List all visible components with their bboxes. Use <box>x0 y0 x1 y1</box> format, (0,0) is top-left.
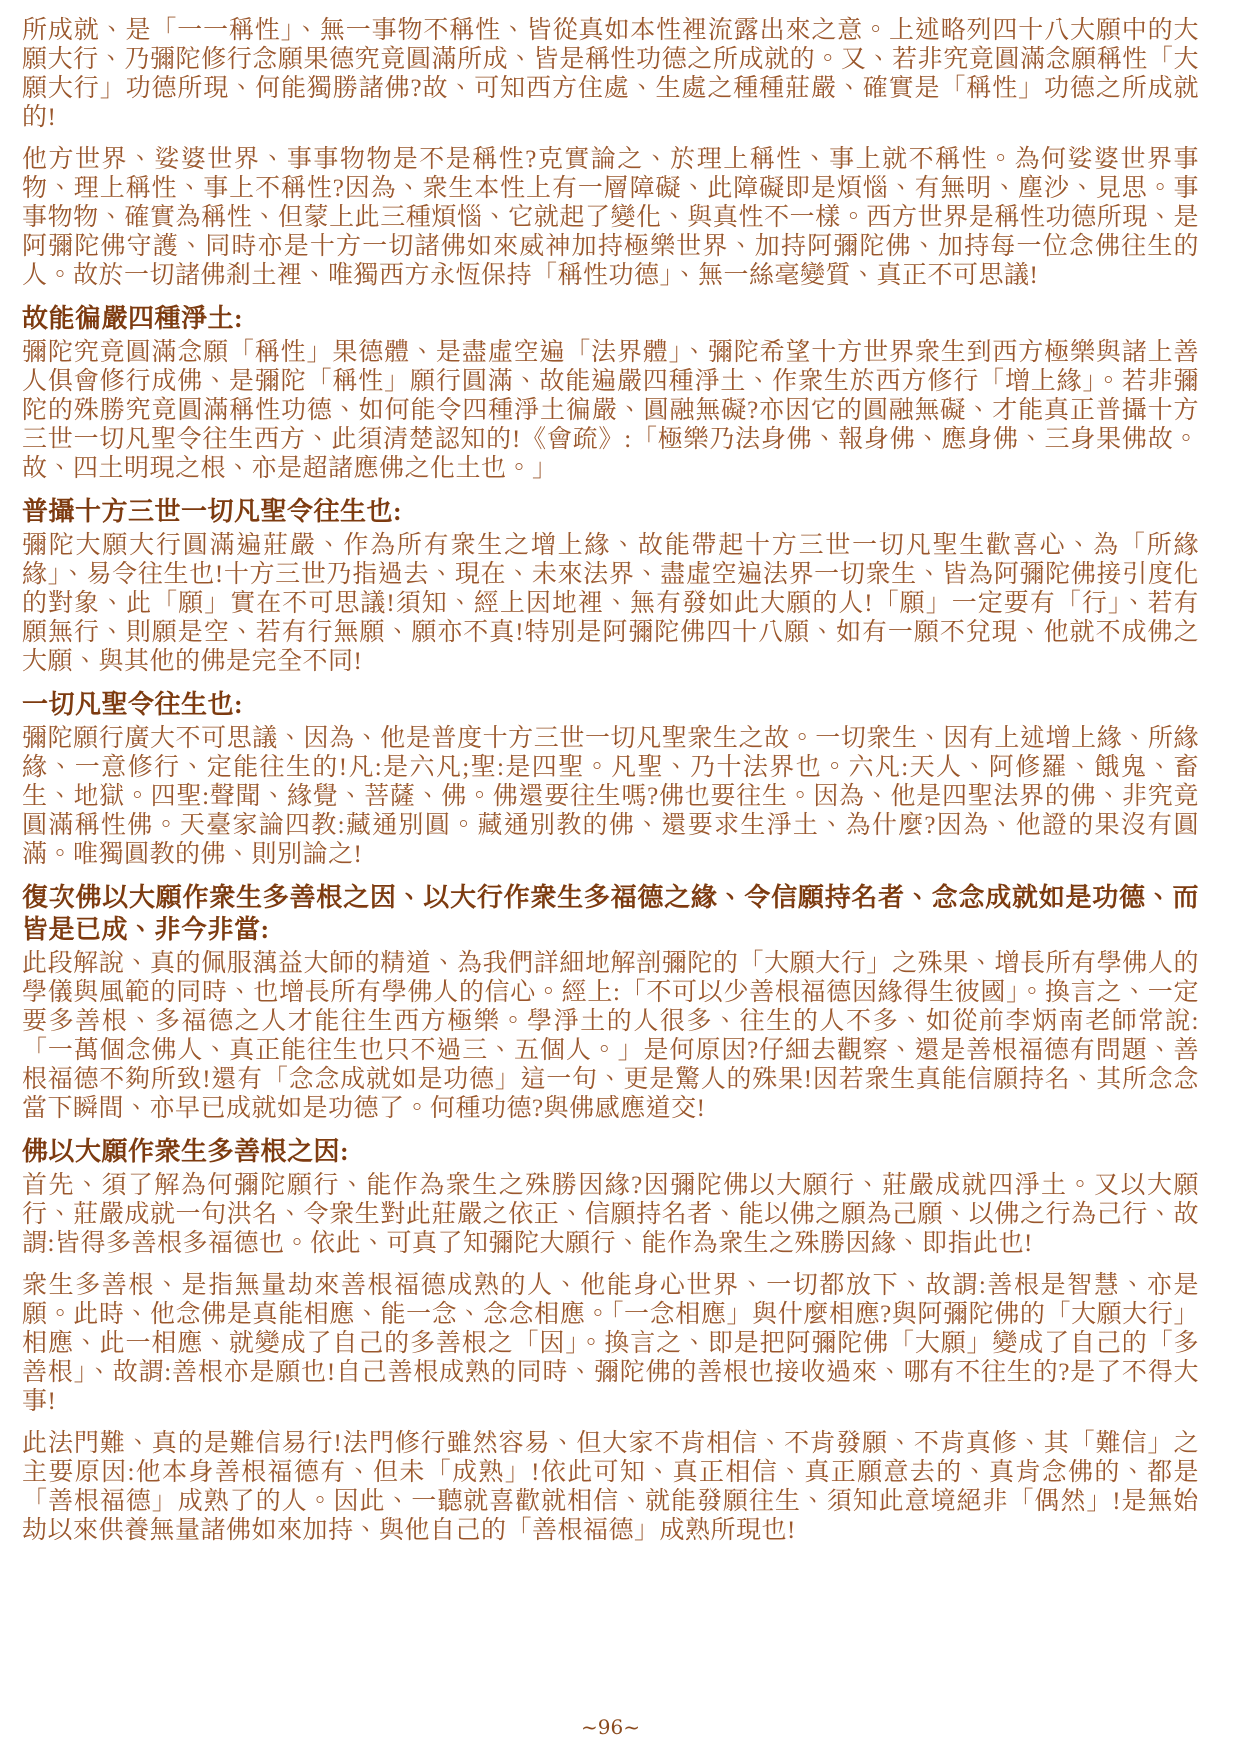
page-number: ~96~ <box>581 1715 640 1739</box>
section-heading: 一切凡聖令往生也: <box>22 690 244 719</box>
section-heading: 普攝十方三世一切凡聖令往生也: <box>22 497 403 526</box>
paragraph: 他方世界、娑婆世界、事事物物是不是稱性?克實論之、於理上稱性、事上就不稱性。為何娑婆世界事物、理上稱性、事上不稱性?因為、衆生本性上有一層障礙、此障礙即是煩惱、有無明、塵沙、見思。事事物物、確實為稱性、但蒙上此三種煩惱、它就起了變化、與真性不一樣。西方世界是稱性功德所現、是阿彌陀佛守護、同時亦是十方一切諸佛如來威神加持極樂世界、加持阿彌陀佛、加持每一位念佛往生的人。故於一切諸佛剎土裡、唯獨西方永恆保持「稱性功德」、無一絲毫變質、真正不可思議! <box>22 146 1199 289</box>
document-body <box>22 16 1199 1710</box>
paragraph: 衆生多善根、是指無量劫來善根福德成熟的人、他能身心世界、一切都放下、故謂:善根是智慧、亦是願。此時、他念佛是真能相應、能一念、念念相應。「一念相應」與什麼相應?與阿彌陀佛的「大願大行」相應、此一相應、就變成了自己的多善根之「因」。換言之、即是把阿彌陀佛「大願」變成了自己的「多善根」、故謂:善根亦是願也!自己善根成熟的同時、彌陀佛的善根也接收過來、哪有不往生的?是了不得大事! <box>22 1272 1199 1415</box>
section-heading: 故能徧嚴四種淨土: <box>22 304 244 333</box>
paragraph: 所成就、是「一一稱性」、無一事物不稱性、皆從真如本性裡流露出來之意。上述略列四十八大願中的大願大行、乃彌陀修行念願果德究竟圓滿所成、皆是稱性功德之所成就的。又、若非究竟圓滿念願稱性「大願大行」功德所現、何能獨勝諸佛?故、可知西方住處、生處之種種莊嚴、確實是「稱性」功德之所成就的! <box>22 17 1199 131</box>
paragraph: 彌陀究竟圓滿念願「稱性」果德體、是盡虛空遍「法界體」、彌陀希望十方世界衆生到西方極樂與諸上善人俱會修行成佛、是彌陀「稱性」願行圓滿、故能遍嚴四種淨土、作衆生於西方修行「增上緣」。若非彌陀的殊勝究竟圓滿稱性功德、如何能令四種淨土徧嚴、圓融無礙?亦因它的圓融無礙、才能真正普攝十方三世一切凡聖令往生西方、此須清楚認知的!《會疏》:「極樂乃法身佛、報身佛、應身佛、三身果佛故。故、四土明現之根、亦是超諸應佛之化土也。」 <box>22 339 1199 482</box>
section-heading: 佛以大願作衆生多善根之因: <box>22 1137 350 1166</box>
paragraph: 首先、須了解為何彌陀願行、能作為衆生之殊勝因緣?因彌陀佛以大願行、莊嚴成就四淨土。又以大願行、莊嚴成就一句洪名、令衆生對此莊嚴之依正、信願持名者、能以佛之願為己願、以佛之行為己行、故謂:皆得多善根多福德也。依此、可真了知彌陀大願行、能作為衆生之殊勝因緣、即指此也! <box>22 1172 1199 1257</box>
paragraph: 此段解說、真的佩服蕅益大師的精道、為我們詳細地解剖彌陀的「大願大行」之殊果、增長所有學佛人的學儀與風範的同時、也增長所有學佛人的信心。經上:「不可以少善根福德因緣得生彼國」。換言之、一定要多善根、多福德之人才能往生西方極樂。學淨土的人很多、往生的人不多、如從前李炳南老師常說:「一萬個念佛人、真正能往生也只不過三、五個人。」是何原因?仔細去觀察、還是善根福德有問題、善根福德不夠所致!還有「念念成就如是功德」這一句、更是驚人的殊果!因若衆生真能信願持名、其所念念當下瞬間、亦早已成就如是功德了。何種功德?與佛感應道交! <box>22 950 1199 1122</box>
section-heading: 復次佛以大願作衆生多善根之因、以大行作衆生多福德之緣、令信願持名者、念念成就如是功德、而皆是已成、非今非當: <box>22 883 1199 944</box>
paragraph: 此法門難、真的是難信易行!法門修行雖然容易、但大家不肯相信、不肯發願、不肯真修、其「難信」之主要原因:他本身善根福德有、但未「成熟」!依此可知、真正相信、真正願意去的、真肯念佛的、都是「善根福德」成熟了的人。因此、一聽就喜歡就相信、就能發願往生、須知此意境絕非「偶然」!是無始劫以來供養無量諸佛如來加持、與他自己的「善根福德」成熟所現也! <box>22 1430 1199 1544</box>
paragraph: 彌陀願行廣大不可思議、因為、他是普度十方三世一切凡聖衆生之故。一切衆生、因有上述增上緣、所緣緣、一意修行、定能往生的!凡:是六凡;聖:是四聖。凡聖、乃十法界也。六凡:天人、阿修羅、餓鬼、畜生、地獄。四聖:聲聞、緣覺、菩薩、佛。佛還要往生嗎?佛也要往生。因為、他是四聖法界的佛、非究竟圓滿稱性佛。天臺家論四教:藏通別圓。藏通別教的佛、還要求生淨土、為什麼?因為、他證的果沒有圓滿。唯獨圓教的佛、則別論之! <box>22 725 1199 868</box>
paragraph: 彌陀大願大行圓滿遍莊嚴、作為所有衆生之增上緣、故能帶起十方三世一切凡聖生歡喜心、為「所緣緣」、易令往生也!十方三世乃指過去、現在、未來法界、盡虛空遍法界一切衆生、皆為阿彌陀佛接引度化的對象、此「願」實在不可思議!須知、經上因地裡、無有發如此大願的人!「願」一定要有「行」、若有願無行、則願是空、若有行無願、願亦不真!特別是阿彌陀佛四十八願、如有一願不兌現、他就不成佛之大願、與其他的佛是完全不同! <box>22 532 1199 675</box>
